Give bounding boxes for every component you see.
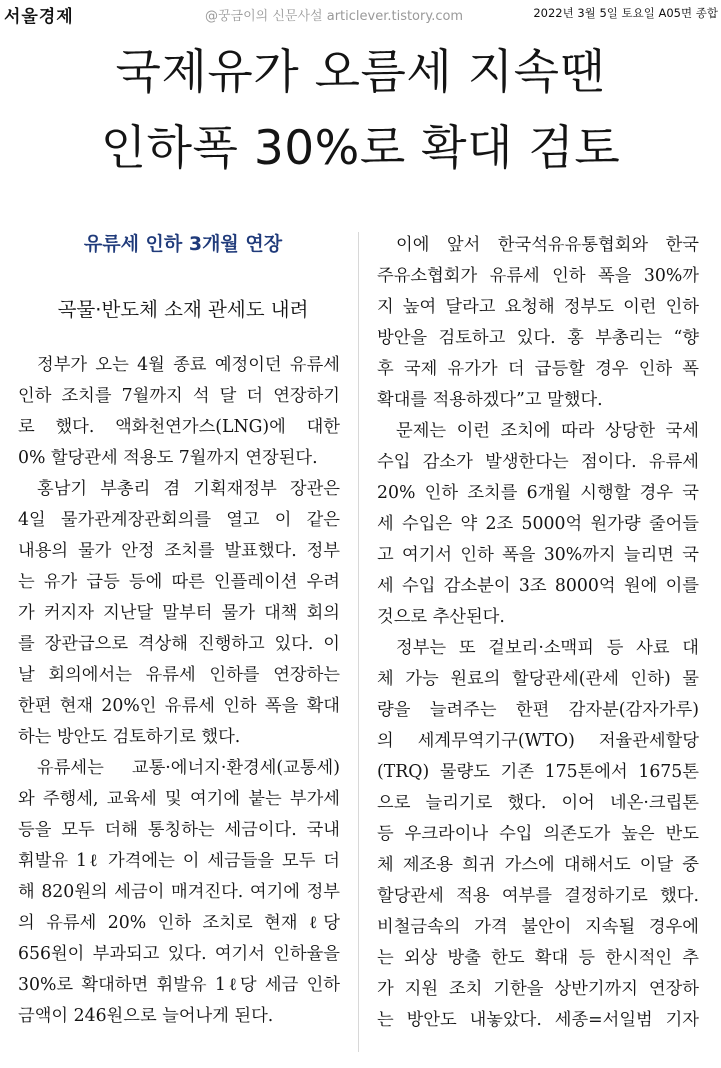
body-line: 로 했다. 액화천연가스(LNG)에 대한: [18, 417, 340, 437]
body-line: 체 제조용 희귀 가스에 대해서도 이달 중: [377, 855, 699, 875]
body-line: 등 우크라이나 수입 의존도가 높은 반도: [377, 824, 699, 844]
body-line: 해 820원의 세금이 매겨진다. 여기에 정부: [18, 882, 340, 902]
body-line: 체 가능 원료의 할당관세(관세 인하) 물: [377, 669, 699, 689]
body-line: 등을 모두 더해 통칭하는 세금이다. 국내: [18, 820, 340, 840]
body-line: 수입 감소가 발생한다는 점이다. 유류세: [377, 452, 699, 472]
column-divider: [358, 232, 359, 1052]
body-line: 방안을 검토하고 있다. 홍 부총리는 “향: [377, 328, 699, 348]
body-line: 정부가 오는 4월 종료 예정이던 유류세: [37, 355, 340, 375]
body-line: 비철금속의 가격 불안이 지속될 경우에: [377, 917, 699, 937]
body-line: 정부는 또 겉보리·소맥피 등 사료 대: [396, 638, 699, 658]
body-line: 30%로 확대하면 휘발유 1ℓ당 세금 인하: [18, 975, 340, 995]
subheadline-secondary: 곡물·반도체 소재 관세도 내려: [57, 298, 309, 321]
body-line: 유류세는 교통·에너지·환경세(교통세): [37, 758, 340, 778]
body-line: 20% 인하 조치를 6개월 시행할 경우 국: [377, 483, 699, 503]
body-line: 4일 물가관계장관회의를 열고 이 같은: [18, 510, 340, 530]
body-line: 세 수입 감소분이 3조 8000억 원에 이를: [377, 576, 699, 596]
masthead-bar: [0, 0, 721, 28]
headline-line-2: 인하폭 30%로 확대 검토: [100, 121, 621, 176]
body-line: 지 높여 달라고 요청해 정부도 이런 인하: [377, 297, 699, 317]
body-line-byline: 는 방안도 내놓았다. 세종=서일범 기자: [377, 1010, 699, 1030]
headline-line-1: 국제유가 오름세 지속땐: [115, 45, 606, 100]
subheadline-primary: 유류세 인하 3개월 연장: [83, 233, 283, 255]
body-line: 하는 방안도 검토하기로 했다.: [18, 727, 241, 747]
publication-dateline: 2022년 3월 5일 토요일 A05면 종합: [529, 5, 718, 21]
body-line: 주유소협회가 유류세 인하 폭을 30%까: [377, 266, 699, 286]
body-line: 홍남기 부총리 겸 기획재정부 장관은: [37, 479, 340, 499]
article-column-right: [377, 230, 699, 1036]
body-line: 의 유류세 20% 인하 조치로 현재 ℓ당: [18, 913, 340, 933]
body-line: 휘발유 1ℓ 가격에는 이 세금들을 모두 더: [18, 851, 340, 871]
body-line: 0% 할당관세 적용도 7월까지 연장된다.: [18, 448, 318, 468]
body-line: 날 회의에서는 유류세 인하를 연장하는: [18, 665, 340, 685]
article-column-left: [18, 350, 340, 1032]
body-line: 으로 늘리기로 했다. 이어 네온·크립톤: [377, 793, 699, 813]
body-line: 내용의 물가 안정 조치를 발표했다. 정부: [18, 541, 340, 561]
body-line: (TRQ) 물량도 기존 175톤에서 1675톤: [377, 762, 699, 782]
body-line: 할당관세 적용 여부를 결정하기로 했다.: [377, 886, 699, 906]
body-line: 것으로 추산된다.: [377, 607, 505, 627]
body-line: 가 지원 조치 기한을 상반기까지 연장하: [377, 979, 699, 999]
body-line: 한편 현재 20%인 유류세 인하 폭을 확대: [18, 696, 340, 716]
body-line: 의 세계무역기구(WTO) 저율관세할당: [377, 731, 699, 751]
body-line: 는 외상 방출 한도 확대 등 한시적인 추: [377, 948, 699, 968]
body-line: 이에 앞서 한국석유유통협회와 한국: [396, 235, 699, 255]
body-line: 확대를 적용하겠다”고 말했다.: [377, 390, 603, 410]
body-line: 금액이 246원으로 늘어나게 된다.: [18, 1006, 274, 1026]
body-line: 는 유가 급등 등에 따른 인플레이션 우려: [18, 572, 340, 592]
body-line: 656원이 부과되고 있다. 여기서 인하율을: [18, 944, 340, 964]
body-line: 세 수입은 약 2조 5000억 원가량 줄어들: [377, 514, 699, 534]
body-line: 인하 조치를 7월까지 석 달 더 연장하기: [18, 386, 340, 406]
body-line: 와 주행세, 교육세 및 여기에 붙는 부가세: [18, 789, 340, 809]
body-line: 후 국제 유가가 더 급등할 경우 인하 폭: [377, 359, 699, 379]
blog-watermark: @꿍금이의 신문사설 articlever.tistory.com: [205, 9, 464, 24]
body-line: 를 장관급으로 격상해 진행하고 있다. 이: [18, 634, 340, 654]
body-line: 가 커지자 지난달 말부터 물가 대책 회의: [18, 603, 340, 623]
body-line: 고 여기서 인하 폭을 30%까지 늘리면 국: [377, 545, 699, 565]
body-line: 량을 늘려주는 한편 감자분(감자가루): [377, 700, 699, 720]
body-line: 문제는 이런 조치에 따라 상당한 국세: [396, 421, 699, 441]
newspaper-name: 서울경제: [4, 7, 74, 27]
